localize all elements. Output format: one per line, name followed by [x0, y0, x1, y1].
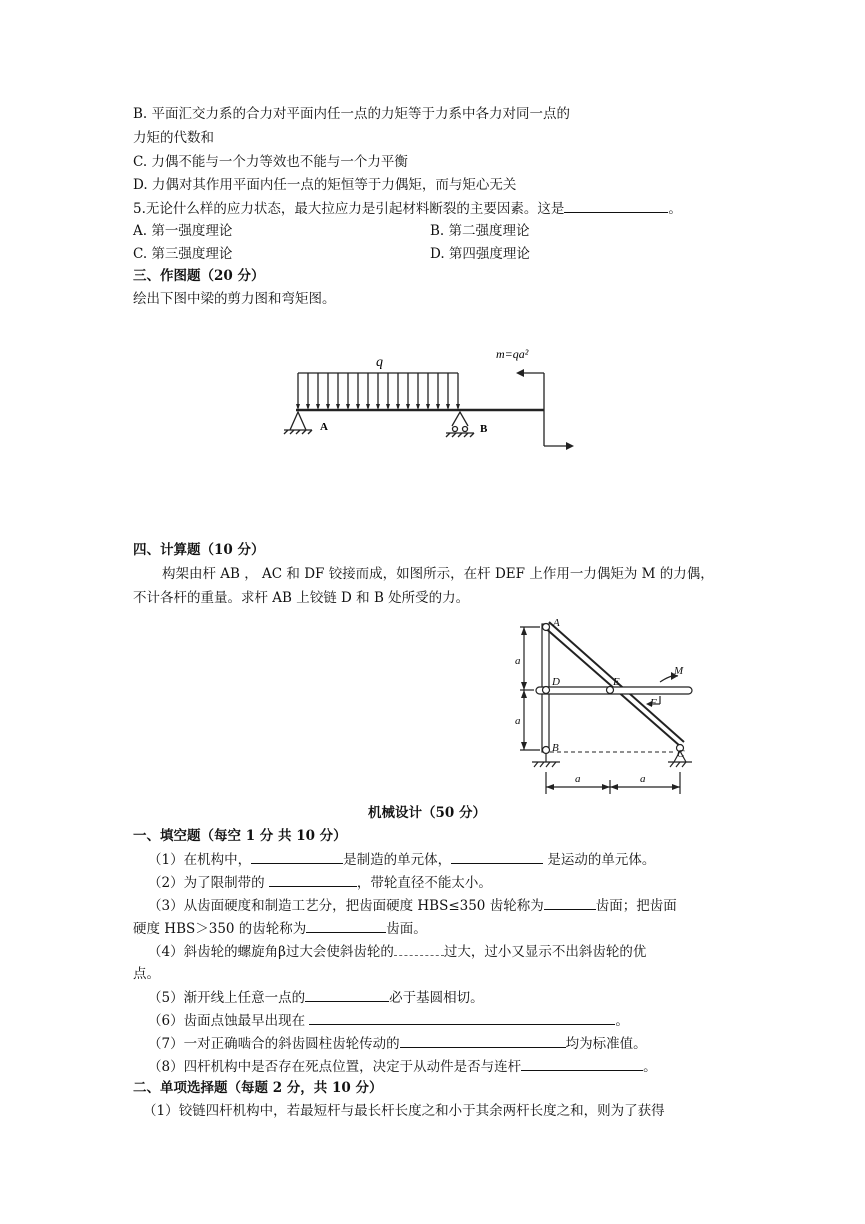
fill-q6-blank[interactable]	[309, 1010, 615, 1025]
fill-q4-blank[interactable]	[394, 941, 444, 956]
fill-q5-b: 必于基圆相切。	[389, 990, 484, 1006]
fill-q3-line2	[133, 918, 427, 939]
frame-dim-a-lower: a	[515, 715, 521, 727]
frame-label-b: B	[552, 742, 559, 754]
fill-q5	[148, 987, 484, 1008]
frame-label-a: A	[553, 617, 560, 629]
q4-option-c: C. 力偶不能与一个力等效也不能与一个力平衡	[133, 154, 408, 170]
section4-text-line2: 不计各杆的重量。求杆 AB 上铰链 D 和 B 处所受的力。	[133, 590, 470, 606]
q4-option-b-line1: B. 平面汇交力系的合力对平面内任一点的力矩等于力系中各力对同一点的	[133, 106, 571, 122]
fill-q2-blank[interactable]	[269, 872, 357, 887]
frame-label-m: M	[674, 665, 684, 677]
fill-q8	[148, 1056, 657, 1077]
label-b: B	[480, 423, 488, 435]
fill-q3-line1	[148, 895, 677, 916]
label-moment: m=qa²	[496, 347, 529, 361]
fill-q1-blank2[interactable]	[451, 849, 543, 864]
fill-q2-a: （2）为了限制带的	[148, 875, 269, 891]
q5-option-d: D. 第四强度理论	[430, 246, 530, 262]
fill-q6-b: 。	[615, 1013, 629, 1029]
fill-q1-a: （1）在机构中，	[148, 852, 252, 868]
fill-q3-blank2[interactable]	[306, 918, 386, 933]
q5-option-b: B. 第二强度理论	[430, 223, 530, 239]
fill-q4-a: （4）斜齿轮的螺旋角β过大会使斜齿轮的	[148, 944, 394, 960]
q4-option-b-line2: 力矩的代数和	[133, 130, 214, 146]
fill-q4-line2: 点。	[133, 966, 160, 982]
section3-title: 三、作图题（20 分）	[133, 268, 265, 284]
q5-answer-blank[interactable]	[564, 198, 668, 213]
section4-text-line1: 构架由杆 AB ， AC 和 DF 铰接而成，如图所示，在杆 DEF 上作用一力偶矩为 M 的力偶，	[162, 566, 714, 582]
frame-dim-a-left: a	[575, 773, 581, 785]
label-q: q	[376, 355, 383, 370]
q5-option-a: A. 第一强度理论	[133, 223, 233, 239]
label-a: A	[320, 421, 328, 433]
fill-q3-blank1[interactable]	[544, 895, 596, 910]
mech-title: 机械设计（50 分）	[368, 805, 486, 821]
fill-q2-b: ，带轮直径不能太小。	[356, 875, 492, 891]
mech-section2-title: 二、单项选择题（每题 2 分，共 10 分）	[133, 1080, 383, 1096]
q5-stem-end: 。	[668, 201, 682, 217]
fill-q4-b: 过大，过小又显示不出斜齿轮的优	[443, 944, 647, 960]
fill-q5-a: （5）渐开线上任意一点的	[148, 990, 306, 1006]
fill-q7	[148, 1033, 647, 1054]
fill-q8-blank[interactable]	[521, 1056, 643, 1071]
fill-q6	[148, 1010, 629, 1031]
section4-title: 四、计算题（10 分）	[133, 542, 265, 558]
fill-q8-a: （8）四杆机构中是否存在死点位置，决定于从动件是否与连杆	[148, 1059, 522, 1075]
fill-q6-a: （6）齿面点蚀最早出现在	[148, 1013, 310, 1029]
distributed-load-arrows	[298, 373, 458, 408]
fill-q3-a: （3）从齿面硬度和制造工艺分，把齿面硬度 HBS≤350 齿轮称为	[148, 898, 544, 914]
q4-option-d: D. 力偶对其作用平面内任一点的矩恒等于力偶矩，而与矩心无关	[133, 177, 517, 193]
frame-dim-a-upper: a	[515, 655, 521, 667]
fill-q1-b: 是制造的单元体，	[343, 852, 452, 868]
fill-q1-c: 是运动的单元体。	[543, 852, 656, 868]
frame-diagram	[510, 612, 700, 802]
q5-stem-text: 5.无论什么样的应力状态，最大拉应力是引起材料断裂的主要因素。这是	[133, 201, 565, 217]
fill-q7-b: 均为标准值。	[565, 1036, 647, 1052]
beam-diagram	[268, 338, 588, 463]
frame-label-f: F	[650, 697, 657, 709]
fill-q3-c: 硬度 HBS＞350 的齿轮称为	[133, 921, 307, 937]
fill-q8-b: 。	[643, 1059, 657, 1075]
mech-section1-title: 一、填空题（每空 1 分 共 10 分）	[133, 828, 347, 844]
fill-q1-blank1[interactable]	[251, 849, 343, 864]
fill-q3-d: 齿面。	[386, 921, 427, 937]
section3-prompt: 绘出下图中梁的剪力图和弯矩图。	[133, 291, 336, 307]
fill-q5-blank[interactable]	[305, 987, 389, 1002]
fill-q4-line1	[148, 941, 646, 962]
frame-label-e: E	[613, 676, 620, 688]
fill-q1	[148, 849, 655, 870]
frame-label-c: C	[677, 748, 685, 760]
fill-q7-blank[interactable]	[400, 1033, 566, 1048]
fill-q7-a: （7）一对正确啮合的斜齿圆柱齿轮传动的	[148, 1036, 400, 1052]
choice-q1-stem: （1）铰链四杆机构中，若最短杆与最长杆长度之和小于其余两杆长度之和，则为了获得	[143, 1103, 665, 1119]
frame-label-d: D	[552, 676, 560, 688]
frame-dim-a-right: a	[640, 773, 646, 785]
q5-option-c: C. 第三强度理论	[133, 246, 233, 262]
fill-q3-b: 齿面；把齿面	[595, 898, 677, 914]
fill-q2	[148, 872, 492, 893]
q5-stem	[133, 198, 682, 219]
